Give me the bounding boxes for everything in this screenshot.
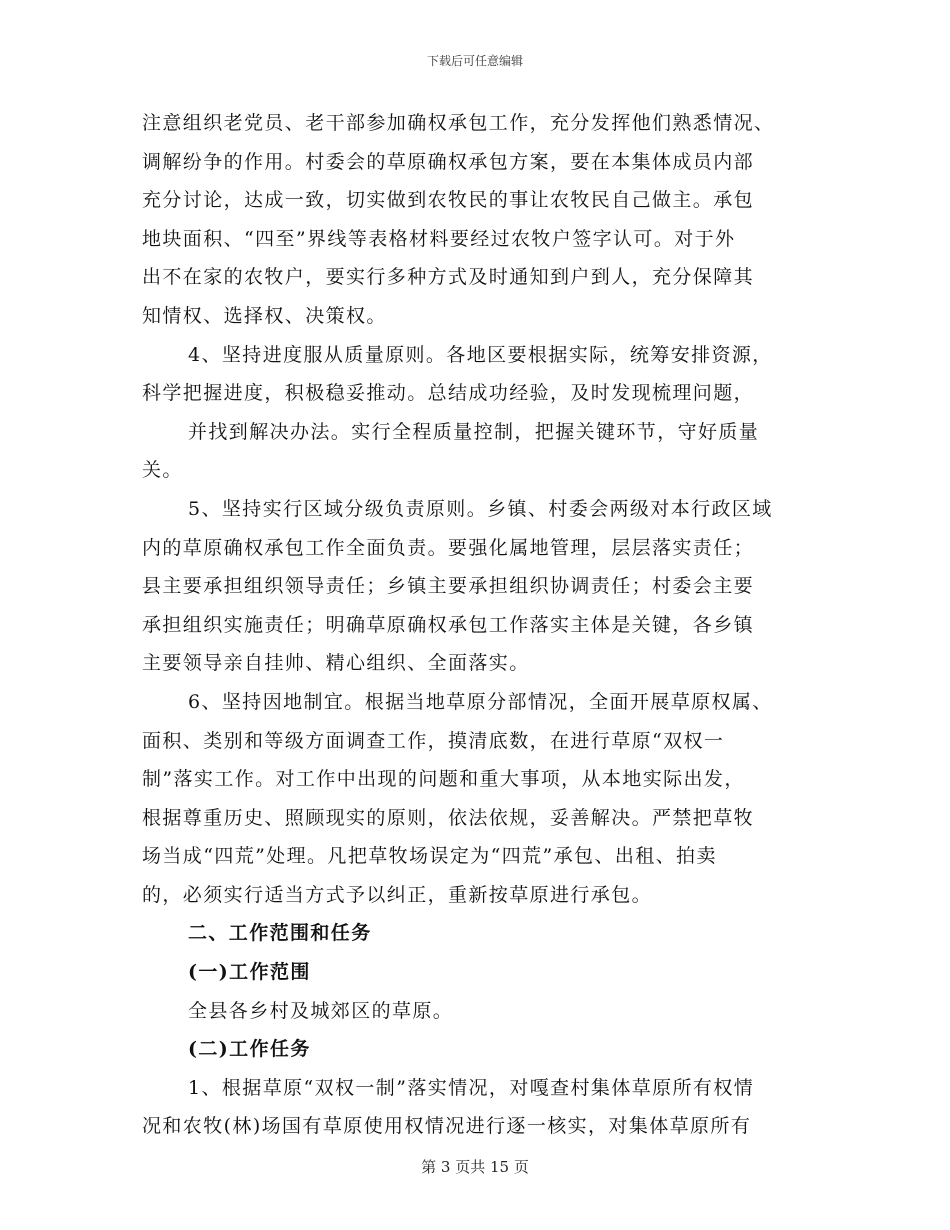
text-line: 1、根据草原“双权一制”落实情况，对嘎查村集体草原所有权情 bbox=[188, 1076, 755, 1099]
text-line: 全县各乡村及城郊区的草原。 bbox=[188, 999, 454, 1022]
text-line: 科学把握进度，积极稳妥推动。总结成功经验，及时发现梳理问题， bbox=[142, 382, 755, 405]
text-line: 4、坚持进度服从质量原则。各地区要根据实际，统筹安排资源， bbox=[188, 343, 773, 366]
page-footer: 第 3 页共 15 页 bbox=[421, 1158, 529, 1176]
text-line: 况和农牧(林)场国有草原使用权情况进行逐一核实，对集体草原所有 bbox=[142, 1115, 752, 1138]
text-line: 场当成“四荒”处理。凡把草牧场误定为“四荒”承包、出租、拍卖 bbox=[142, 845, 717, 868]
section-heading: (二)工作任务 bbox=[188, 1038, 311, 1061]
text-line: 充分讨论，达成一致，切实做到农牧民的事让农牧民自己做主。承包 bbox=[142, 189, 755, 212]
text-line: 出不在家的农牧户，要实行多种方式及时通知到户到人，充分保障其 bbox=[142, 266, 755, 289]
document-body bbox=[142, 104, 810, 1146]
text-line: 面积、类别和等级方面调查工作，摸清底数，在进行草原“双权一 bbox=[142, 729, 725, 752]
text-line: 并找到解决办法。实行全程质量控制，把握关键环节，守好质量 bbox=[188, 420, 760, 443]
text-line: 县主要承担组织领导责任；乡镇主要承担组织协调责任；村委会主要 bbox=[142, 575, 755, 598]
text-line: 主要领导亲自挂帅、精心组织、全面落实。 bbox=[142, 652, 530, 675]
text-line: 的，必须实行适当方式予以纠正，重新按草原进行承包。 bbox=[142, 883, 653, 906]
text-line: 地块面积、“四至”界线等表格材料要经过农牧户签字认可。对于外 bbox=[142, 227, 736, 250]
page-header: 下载后可任意编辑 bbox=[426, 54, 523, 68]
text-line: 注意组织老党员、老干部参加确权承包工作，充分发挥他们熟悉情况、 bbox=[142, 112, 775, 134]
text-line: 内的草原确权承包工作全面负责。要强化属地管理，层层落实责任； bbox=[142, 536, 755, 559]
section-heading: (一)工作范围 bbox=[188, 961, 311, 984]
text-line: 承担组织实施责任；明确草原确权承包工作落实主体是关键，各乡镇 bbox=[142, 613, 755, 636]
text-line: 6、坚持因地制宜。根据当地草原分部情况，全面开展草原权属、 bbox=[188, 690, 773, 713]
text-line: 5、坚持实行区域分级负责原则。乡镇、村委会两级对本行政区域 bbox=[188, 497, 773, 520]
section-heading: 二、工作范围和任务 bbox=[188, 922, 372, 945]
text-line: 根据尊重历史、照顾现实的原则，依法依规，妥善解决。严禁把草牧 bbox=[142, 806, 755, 829]
text-line: 调解纷争的作用。村委会的草原确权承包方案，要在本集体成员内部 bbox=[142, 150, 755, 173]
text-line: 制”落实工作。对工作中出现的问题和重大事项，从本地实际出发， bbox=[142, 768, 745, 791]
text-line: 关。 bbox=[142, 459, 183, 482]
text-line: 知情权、选择权、决策权。 bbox=[142, 304, 387, 327]
